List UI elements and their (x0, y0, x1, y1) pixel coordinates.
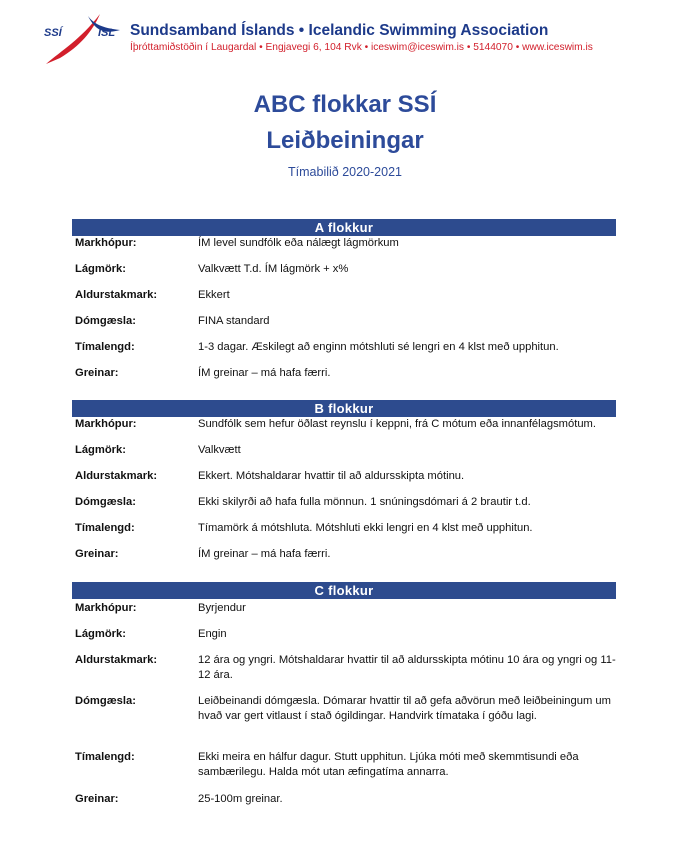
row-label: Greinar: (75, 793, 119, 805)
row-label: Dómgæsla: (75, 496, 136, 508)
logo-text-ssi: SSÍ (44, 27, 62, 39)
season-period: Tímabilið 2020-2021 (288, 165, 402, 179)
organization-contact: Íþróttamiðstöðin í Laugardal • Engjavegi 6, 104 Rvk • iceswim@iceswim.is • 5144070 • www.iceswim.is (130, 42, 593, 53)
row-value: Ekkert. Mótshaldarar hvattir til að aldursskipta mótinu. (198, 470, 465, 482)
document-subtitle: Leiðbeiningar (266, 127, 424, 154)
row-value: Sundfólk sem hefur öðlast reynslu í keppni, frá C mótum eða innanfélagsmótum. (198, 418, 596, 430)
row-label: Markhópur: (75, 418, 137, 430)
table-row (72, 792, 616, 818)
row-label: Tímalengd: (75, 751, 135, 763)
document-title: ABC flokkar SSÍ (253, 91, 437, 118)
row-value: Valkvætt T.d. ÍM lágmörk + x% (198, 263, 349, 275)
row-value: 12 ára og yngri. Mótshaldarar hvattir til að aldursskipta mótinu 10 ára og yngri og 11-12 ára. (198, 654, 616, 681)
table-row (72, 694, 616, 750)
table-row (72, 314, 616, 340)
row-label: Lágmörk: (75, 444, 126, 456)
row-label: Tímalengd: (75, 522, 135, 534)
row-label: Markhópur: (75, 602, 137, 614)
row-label: Aldurstakmark: (75, 289, 158, 301)
ssi-logo (40, 10, 124, 66)
row-value: FINA standard (198, 315, 270, 327)
section-heading: C flokkur (72, 582, 616, 599)
row-label: Markhópur: (75, 237, 137, 249)
table-row (72, 288, 616, 314)
table-row (72, 417, 616, 443)
table-row (72, 366, 616, 392)
row-value: Engin (198, 628, 227, 640)
row-value: Ekki skilyrði að hafa fulla mönnun. 1 snúningsdómari á 2 brautir t.d. (198, 496, 531, 508)
row-value: Ekkert (198, 289, 230, 301)
row-value: ÍM greinar – má hafa færri. (198, 367, 331, 379)
row-value: ÍM greinar – má hafa færri. (198, 548, 331, 560)
table-row (72, 340, 616, 366)
table-row (72, 601, 616, 627)
row-value: Tímamörk á mótshluta. Mótshluti ekki lengri en 4 klst með upphitun. (198, 522, 533, 534)
table-row (72, 236, 616, 262)
section-c-flokkur (72, 582, 616, 818)
section-a-flokkur (72, 219, 616, 392)
row-label: Aldurstakmark: (75, 654, 158, 666)
section-heading: B flokkur (72, 400, 616, 417)
row-value: Ekki meira en hálfur dagur. Stutt upphitun. Ljúka móti með skemmtisundi eða sambærilegu. Halda mót utan æfingatíma annarra. (198, 751, 579, 778)
row-value: ÍM level sundfólk eða nálægt lágmörkum (198, 237, 399, 249)
table-row (72, 443, 616, 469)
row-label: Tímalengd: (75, 341, 135, 353)
table-row (72, 627, 616, 653)
row-value: Leiðbeinandi dómgæsla. Dómarar hvattir til að gefa aðvörun með leiðbeiningum um hvað var gert vitlaust í stað ógildingar. Handvirk tímataka í góðu lagi. (198, 695, 611, 722)
table-row (72, 469, 616, 495)
row-value: 1-3 dagar. Æskilegt að enginn mótshluti sé lengri en 4 klst með upphitun. (198, 341, 559, 353)
row-value: Valkvætt (198, 444, 241, 456)
logo-text-isl: ISL (98, 27, 116, 39)
table-row (72, 521, 616, 547)
table-row (72, 547, 616, 573)
organization-name: Sundsamband Íslands • Icelandic Swimming Association (130, 22, 549, 39)
row-label: Greinar: (75, 367, 119, 379)
row-label: Lágmörk: (75, 628, 126, 640)
row-label: Greinar: (75, 548, 119, 560)
table-row (72, 495, 616, 521)
section-b-flokkur (72, 400, 616, 573)
row-label: Aldurstakmark: (75, 470, 158, 482)
table-row (72, 653, 616, 694)
row-label: Dómgæsla: (75, 315, 136, 327)
row-value: Byrjendur (198, 602, 246, 614)
section-heading: A flokkur (72, 219, 616, 236)
row-label: Lágmörk: (75, 263, 126, 275)
row-value: 25-100m greinar. (198, 793, 283, 805)
row-label: Dómgæsla: (75, 695, 136, 707)
table-row (72, 262, 616, 288)
table-row (72, 750, 616, 792)
